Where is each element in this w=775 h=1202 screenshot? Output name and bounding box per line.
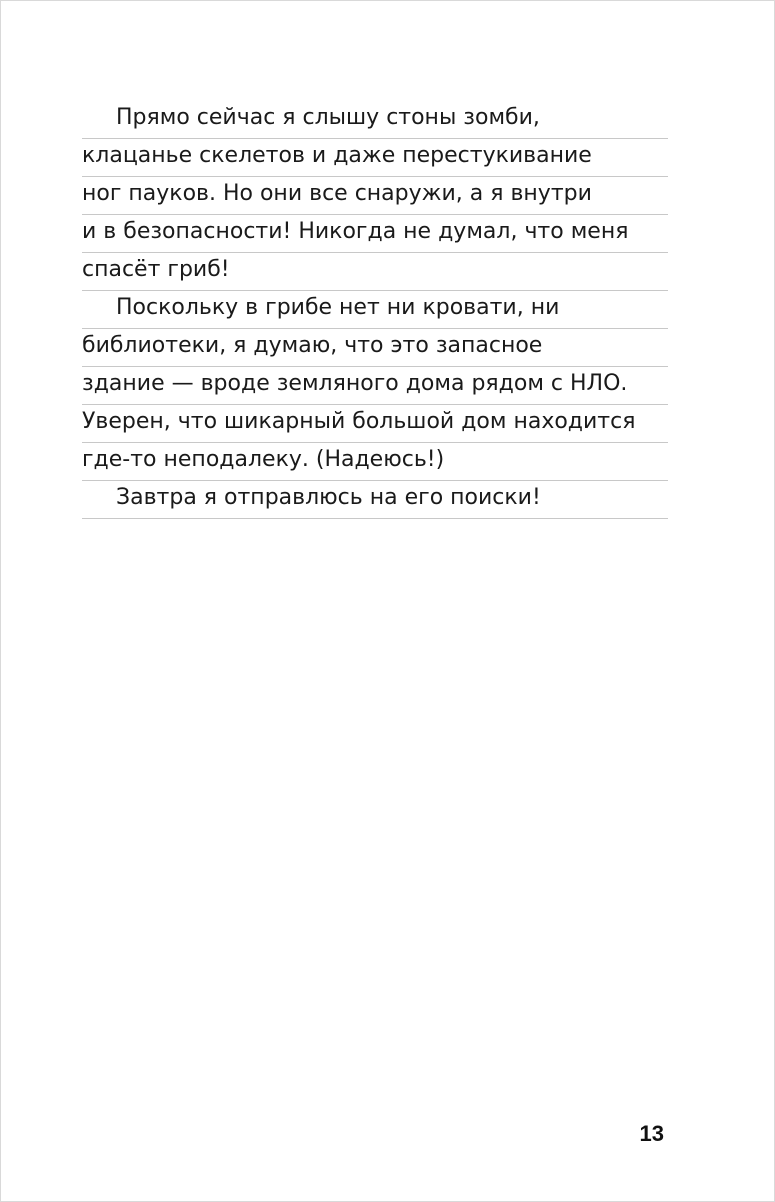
text-line bbox=[82, 481, 668, 519]
text-line bbox=[82, 101, 668, 139]
line-text: Уверен, что шикарный большой дом находится bbox=[82, 409, 636, 434]
line-text: спасёт гриб! bbox=[82, 257, 230, 282]
text-line bbox=[82, 329, 668, 367]
line-text: библиотеки, я думаю, что это запасное bbox=[82, 333, 543, 358]
text-line bbox=[82, 139, 668, 177]
line-text: клацанье скелетов и даже перестукивание bbox=[82, 143, 592, 168]
line-text: Прямо сейчас я слышу стоны зомби, bbox=[116, 105, 540, 130]
line-text: Поскольку в грибе нет ни кровати, ни bbox=[116, 295, 560, 320]
line-text: Завтра я отправлюсь на его поиски! bbox=[116, 485, 541, 510]
page-number: 13 bbox=[639, 1121, 664, 1146]
text-line bbox=[82, 253, 668, 291]
text-line bbox=[82, 367, 668, 405]
line-text: и в безопасности! Никогда не думал, что меня bbox=[82, 219, 629, 244]
text-line bbox=[82, 405, 668, 443]
line-text: здание — вроде земляного дома рядом с НЛО. bbox=[82, 371, 628, 396]
line-text: где-то неподалеку. (Надеюсь!) bbox=[82, 447, 445, 472]
text-line bbox=[82, 443, 668, 481]
text-line bbox=[82, 177, 668, 215]
text-line bbox=[82, 215, 668, 253]
text-line bbox=[82, 291, 668, 329]
line-text: ног пауков. Но они все снаружи, а я внутри bbox=[82, 181, 592, 206]
page-text bbox=[82, 101, 668, 519]
